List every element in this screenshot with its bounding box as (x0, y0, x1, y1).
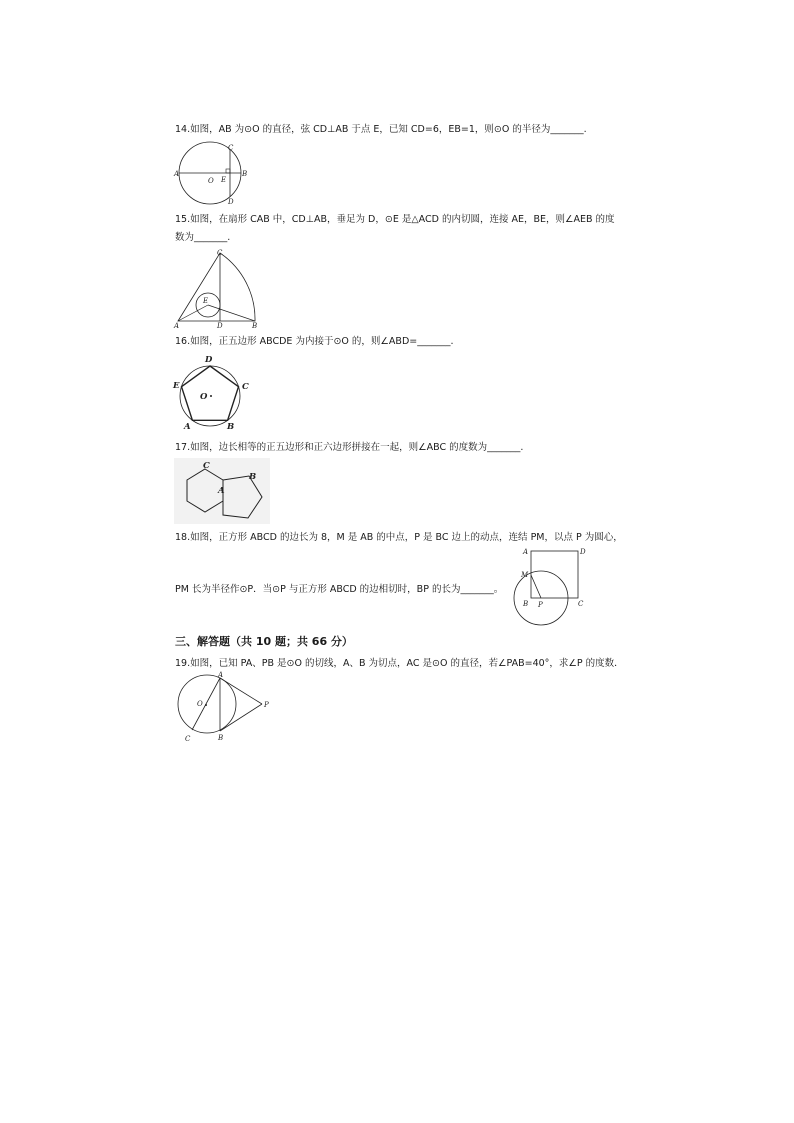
question-17: 17.如图，边长相等的正五边形和正六边形拼接在一起，则∠ABC 的度数为_______. (175, 442, 524, 453)
label-c: C (228, 144, 234, 152)
label-c: C (217, 249, 223, 257)
label-o: O (197, 700, 203, 708)
label-d: D (228, 198, 234, 206)
pentagon-abcde (182, 366, 239, 420)
figure-17-pentagon-hexagon (174, 458, 270, 524)
label-a: A (218, 486, 225, 496)
label-b: B (227, 422, 235, 432)
segment-pm (531, 575, 541, 598)
question-16: 16.如图，正五边形 ABCDE 为内接于⊙O 的，则∠ABD=_______. (175, 336, 454, 347)
question-14: 14.如图，AB 为⊙O 的直径，弦 CD⊥AB 于点 E，已知 CD=6，EB=1，则⊙O 的半径为_______. (175, 124, 587, 135)
figure-18-square-circle (513, 545, 593, 629)
figure-14-circle-diameter-chord (172, 141, 252, 207)
label-o: O (200, 392, 208, 402)
right-angle-mark (226, 169, 230, 173)
label-b: B (252, 322, 258, 330)
label-d: D (205, 355, 213, 365)
tangent-pa (220, 678, 262, 704)
label-c: C (203, 461, 210, 471)
label-b: B (249, 472, 257, 482)
question-15-line2: 数为_______. (175, 232, 231, 243)
label-p: P (538, 601, 543, 609)
center-dot (205, 704, 207, 706)
label-a: A (184, 422, 191, 432)
label-d: D (217, 322, 223, 330)
label-o: O (208, 177, 214, 185)
label-a: A (218, 671, 224, 679)
question-15-line1: 15.如图，在扇形 CAB 中，CD⊥AB，垂足为 D，⊙E 是△ACD 的内切圆，连接 AE，BE，则∠AEB 的度 (175, 214, 615, 225)
label-m: M (521, 571, 529, 579)
tangent-pb (220, 704, 262, 731)
label-e: E (221, 176, 227, 184)
sector-cab (178, 253, 255, 321)
label-b: B (523, 600, 529, 608)
center-dot (210, 395, 212, 397)
label-p: P (264, 701, 269, 709)
label-c: C (578, 600, 584, 608)
label-b: B (242, 170, 248, 178)
circle-o (178, 675, 236, 733)
section-title: 三、解答题（共 10 题；共 66 分） (175, 635, 353, 648)
label-a: A (174, 170, 180, 178)
question-19: 19.如图，已知 PA、PB 是⊙O 的切线，A、B 为切点，AC 是⊙O 的直径，若∠PAB=40°，求∠P 的度数． (175, 658, 624, 669)
label-c: C (185, 735, 191, 743)
figure-19-tangents (172, 671, 274, 745)
figure-16-pentagon-in-circle (172, 352, 252, 432)
label-a: A (523, 548, 529, 556)
figure-15-sector-incircle (172, 248, 267, 330)
label-b: B (218, 734, 224, 742)
label-d: D (580, 548, 586, 556)
label-e: E (203, 297, 209, 305)
label-a: A (174, 322, 180, 330)
question-18-line2: PM 长为半径作⊙P．当⊙P 与正方形 ABCD 的边相切时，BP 的长为_______。 (175, 584, 504, 595)
question-18-line1: 18.如图，正方形 ABCD 的边长为 8，M 是 AB 的中点，P 是 BC 边上的动点，连结 PM，以点 P 为圆心， (175, 532, 623, 543)
label-c: C (242, 382, 249, 392)
line-be (208, 305, 255, 321)
label-e: E (173, 381, 180, 391)
